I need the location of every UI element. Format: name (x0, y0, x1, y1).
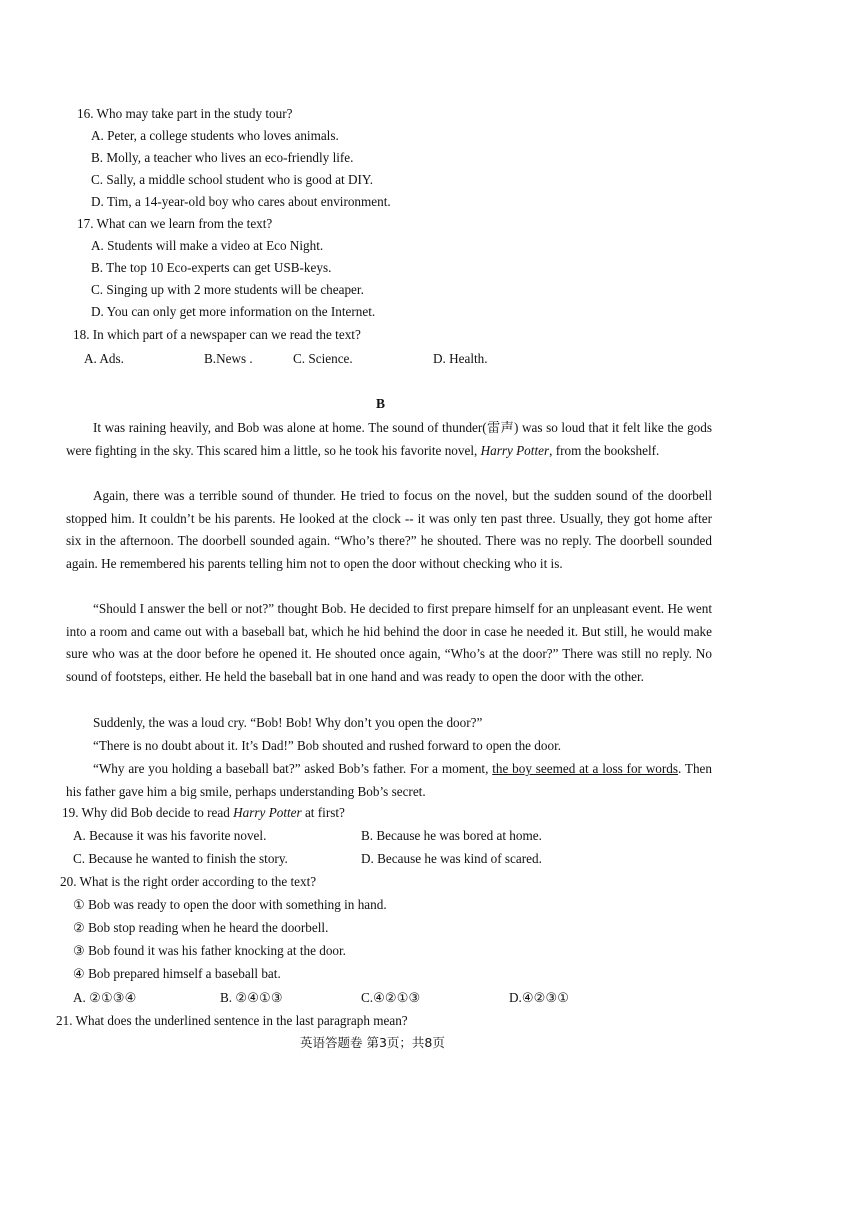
passage-paragraph-1 (66, 417, 712, 462)
passage-paragraph-6 (66, 758, 712, 803)
question-18-option-a: A. Ads. (84, 351, 124, 366)
question-19-title: Harry Potter (233, 805, 302, 820)
passage-paragraph-3 (66, 598, 712, 688)
question-19-option-a: A. Because it was his favorite novel. (73, 828, 267, 843)
question-20-option-d: D.④②③① (509, 990, 570, 1005)
passage-paragraph-4 (66, 712, 712, 735)
paragraph-3-text: “Should I answer the bell or not?” thought Bob. He decided to first prepare himself for an unpleasant event. He went into a room and came out with a baseball bat, which he hid behind the door in case he needed it. But still, he would make sure who was at the door before he opened it. He shouted once again, “Who’s at the door?” There was still no reply. No sound of footsteps, either. He held the baseball bat in one hand and was ready to open the door with the other. (66, 601, 712, 684)
question-20-event-1: ① Bob was ready to open the door with something in hand. (73, 897, 387, 912)
question-17-option-b: B. The top 10 Eco-experts can get USB-keys. (91, 260, 332, 275)
question-17-option-d: D. You can only get more information on the Internet. (91, 304, 376, 319)
question-19-option-d: D. Because he was kind of scared. (361, 851, 542, 866)
paragraph-6-text-b: . Then his father gave him a big smile, perhaps understanding Bob’s secret. (66, 761, 713, 799)
question-21-stem: 21. What does the underlined sentence in the last paragraph mean? (56, 1013, 408, 1028)
page-footer: 英语答题卷 第3页；共8页 (300, 1035, 445, 1050)
question-18-option-c: C. Science. (293, 351, 353, 366)
paragraph-5-text: “There is no doubt about it. It’s Dad!” Bob shouted and rushed forward to open the door. (93, 738, 562, 753)
question-18-option-d: D. Health. (433, 351, 488, 366)
paragraph-1-text-b: , from the bookshelf. (549, 442, 660, 458)
question-19-stem-b: at first? (301, 805, 345, 820)
paragraph-6-text-a: “Why are you holding a baseball bat?” asked Bob’s father. For a moment, (93, 761, 493, 776)
question-20-event-3: ③ Bob found it was his father knocking at the door. (73, 943, 346, 958)
question-20-event-4: ④ Bob prepared himself a baseball bat. (73, 966, 281, 981)
question-20-option-b: B. ②④①③ (220, 990, 283, 1005)
question-19-option-c: C. Because he wanted to finish the story. (73, 851, 288, 866)
question-20-option-a: A. ②①③④ (73, 990, 137, 1005)
question-16-option-b: B. Molly, a teacher who lives an eco-friendly life. (91, 150, 354, 165)
question-18-option-b: B.News . (204, 351, 253, 366)
question-17-option-a: A. Students will make a video at Eco Night. (91, 238, 324, 253)
paragraph-2-text: Again, there was a terrible sound of thunder. He tried to focus on the novel, but the sudden sound of the doorbell stopped him. It couldn’t be his parents. He looked at the clock -- it was only ten past three. Usually, they got home after six in the afternoon. The doorbell sounded again. “Who’s there?” he shouted. There was no reply. The doorbell sounded again. He remembered his parents telling him not to open the door without checking who it is. (66, 488, 712, 571)
question-20-stem: 20. What is the right order according to the text? (60, 874, 317, 889)
section-b-heading: B (376, 396, 386, 411)
question-16-option-c: C. Sally, a middle school student who is good at DIY. (91, 172, 374, 187)
question-20-option-c: C.④②①③ (361, 990, 421, 1005)
question-16-option-d: D. Tim, a 14-year-old boy who cares about environment. (91, 194, 391, 209)
novel-title: Harry Potter (480, 442, 550, 458)
question-19-stem-a: 19. Why did Bob decide to read (62, 805, 234, 820)
passage-paragraph-5 (66, 735, 712, 758)
paragraph-4-text: Suddenly, the was a loud cry. “Bob! Bob! Why don’t you open the door?” (93, 715, 483, 730)
underlined-sentence: the boy seemed at a loss for words (492, 761, 679, 776)
paragraph-1-text-a: It was raining heavily, and Bob was alone at home. The sound of thunder(雷声) was so loud that it felt like the gods were fighting in the sky. This scared him a little, so he took his favorite novel, (66, 420, 712, 458)
question-17-stem: 17. What can we learn from the text? (77, 216, 273, 231)
question-19-stem (62, 805, 345, 821)
question-20-event-2: ② Bob stop reading when he heard the doorbell. (73, 920, 329, 935)
question-19-option-b: B. Because he was bored at home. (361, 828, 542, 843)
question-16-option-a: A. Peter, a college students who loves animals. (91, 128, 339, 143)
passage-paragraph-2 (66, 485, 712, 575)
question-17-option-c: C. Singing up with 2 more students will be cheaper. (91, 282, 364, 297)
question-16-stem: 16. Who may take part in the study tour? (77, 106, 293, 121)
question-18-stem: 18. In which part of a newspaper can we read the text? (73, 327, 361, 342)
